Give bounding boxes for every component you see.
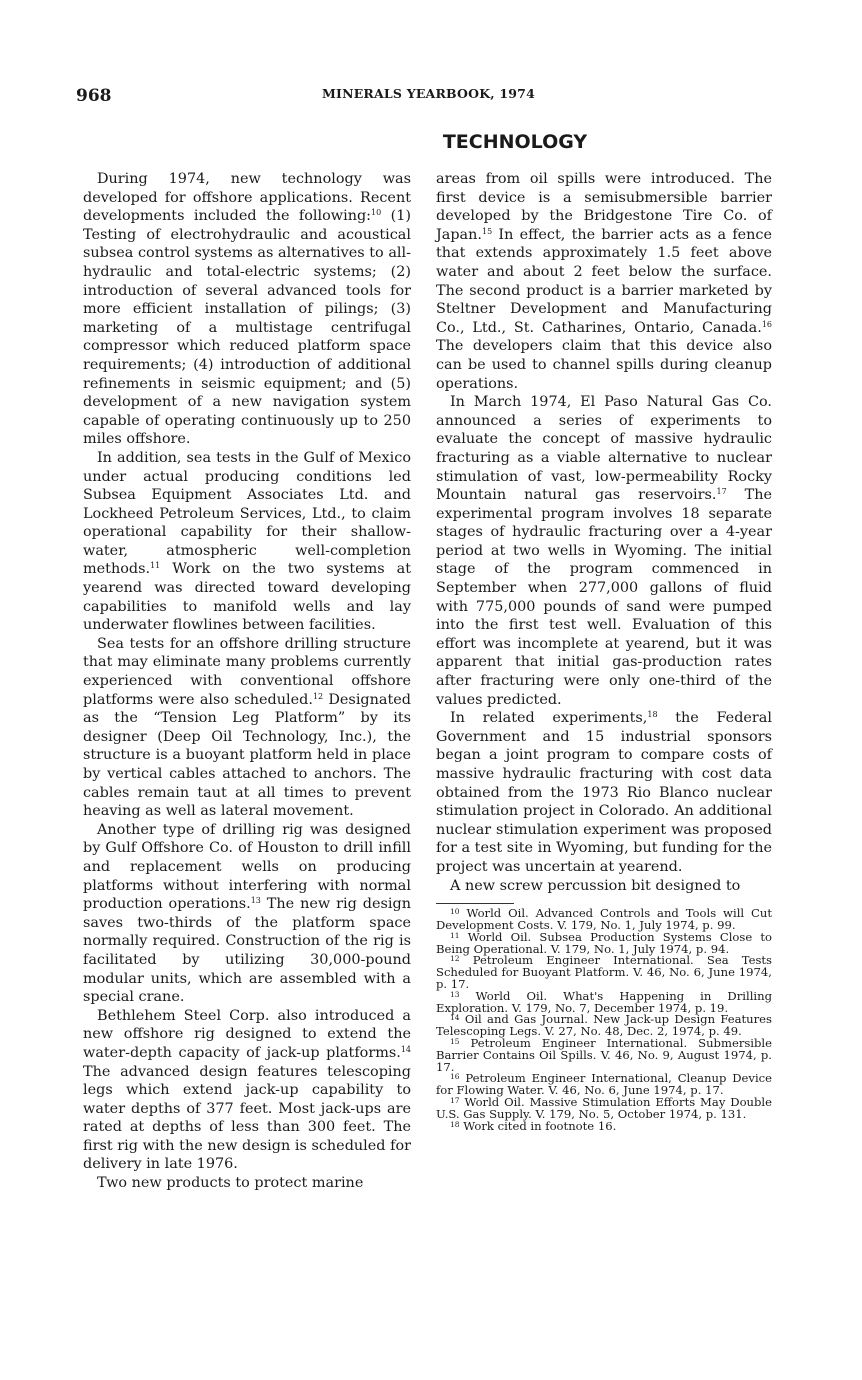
running-head: MINERALS YEARBOOK, 1974 [322,86,535,101]
footnotes [436,908,772,1132]
paragraph: Bethlehem Steel Corp. also introduced a new offshore rig designed to extend the water-depth capacity of jack-up platforms.$^{14}$ The advanced design features telescoping legs which extend jack-up capability to water depths of 377 feet. Most jack-ups are rated at depths of less than 300 feet. The first rig with the new design is scheduled for delivery in late 1976. [83,1007,411,1173]
footnote: $^{16}$ Petroleum Engineer International, Cleanup Device for Flowing Water. V. 46, No. 6, June 1974, p. 17. [436,1071,773,1098]
footnote: $^{10}$ World Oil. Advanced Controls and Tools will Cut Development Costs. V. 179, No. 1, July 1974, p. 99. [436,906,772,932]
footnote: $^{13}$ World Oil. What's Happening in Drilling Exploration. V. 179, No. 7, December 1974, p. 19. [436,988,772,1015]
right-column [436,170,772,1132]
paragraph: A new screw percussion bit designed to [450,877,741,894]
footnote: $^{14}$ Oil and Gas Journal. New Jack-up Design Features Telescoping Legs. V. 27, No. 48, Dec. 2, 1974, p. 49. [436,1012,772,1039]
paragraph: In March 1974, El Paso Natural Gas Co. announced a series of experiments to evaluate the concept of massive hydraulic fracturing as a viable alternative to nuclear stimulation of vast, low-permeability Rocky Mountain natural gas reservoirs.$^{17}$ The experimental program involves 18 separate stages of hydraulic fracturing over a 4-year period at two wells in Wyoming. The initial stage of the program commenced in September when 277,000 gallons of fluid with 775,000 pounds of sand were pumped into the first test well. Evaluation of this effort was incomplete at yearend, but it was apparent that initial gas-production rates after fracturing were only one-third of the values predicted. [436,394,772,708]
paragraph: Another type of drilling rig was designed by Gulf Offshore Co. of Houston to drill infill and replacement wells on producing platforms without interfering with normal production operations.$^{13}$ The new rig design saves two-thirds of the platform space normally required. Construction of the rig is facilitated by utilizing 30,000-pound modular units, which are assembled with a special crane. [83,821,411,1006]
footnote: $^{12}$ Petroleum Engineer International. Sea Tests Scheduled for Buoyant Platform. V. 46, No. 6, June 1974, p. 17. [436,953,772,991]
footnote: $^{15}$ Petroleum Engineer International. Submersible Barrier Contains Oil Spills. V. 46, No. 9, August 1974, p. 17. [436,1035,773,1074]
footnote: $^{17}$ World Oil. Massive Stimulation Efforts May Double U.S. Gas Supply. V. 179, No. 5, October 1974, p. 131. [436,1094,773,1121]
section-title: TECHNOLOGY [442,131,588,153]
paragraph: In addition, sea tests in the Gulf of Mexico under actual producing conditions led Subsea Equipment Associates Ltd. and Lockheed Petroleum Services, Ltd., to claim operational capability for their shallow-water, atmospheric well-completion methods.$^{11}$ Work on the two systems at yearend was directed toward developing capabilities to manifold wells and lay underwater flowlines between facilities. [83,449,411,634]
footnote: $^{18}$ Work cited in footnote 16. [450,1118,617,1133]
paragraph: Sea tests for an offshore drilling structure that may eliminate many problems currently experienced with conventional offshore platforms were also scheduled.$^{12}$ Designated as the “Tension Leg Platform” by its designer (Deep Oil Technology, Inc.), the structure is a buoyant platform held in place by vertical cables attached to anchors. The cables remain taut at all times to prevent heaving as well as lateral movement. [83,635,411,820]
left-column [83,170,411,1193]
paragraph: Two new products to protect marine [97,1175,364,1192]
paragraph: During 1974, new technology was developed for offshore applications. Recent developments included the following:$^{10}$ (1) Testing of electrohydraulic and acoustical subsea control systems as alternatives to all-hydraulic and total-electric systems; (2) introduction of several advanced tools for more efficient installation of pilings; (3) marketing of a multistage centrifugal compressor which reduced platform space requirements; (4) introduction of additional refinements in seismic equipment; and (5) development of a new navigation system capable of operating continuously up to 250 miles offshore. [83,171,411,448]
footnote: $^{11}$ World Oil. Subsea Production Systems Close to Being Operational. V. 179, No. 1, July 1974, p. 94. [436,929,772,956]
paragraph: In related experiments,$^{18}$ the Federal Government and 15 industrial sponsors began a joint program to compare costs of massive hydraulic fracturing with cost data obtained from the 1973 Rio Blanco nuclear stimulation project in Colorado. An additional nuclear stimulation experiment was proposed for a test site in Wyoming, but funding for the project was uncertain at yearend. [436,710,772,875]
paragraph: areas from oil spills were introduced. The first device is a semisubmersible barrier developed by the Bridgestone Tire Co. of Japan.$^{15}$ In effect, the barrier acts as a fence that extends approximately 1.5 feet above water and about 2 feet below the surface. The second product is a barrier marketed by Steltner Development and Manufacturing Co., Ltd., St. Catharines, Ontario, Canada.$^{16}$ The developers claim that this device also can be used to channel spills during cleanup operations. [436,171,772,392]
footnote-rule [436,903,514,904]
page-number: 968 [76,86,112,106]
